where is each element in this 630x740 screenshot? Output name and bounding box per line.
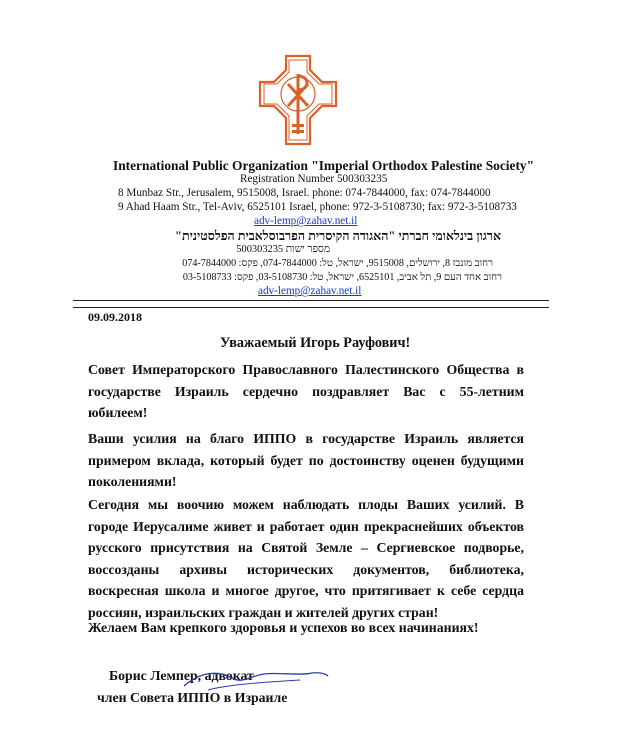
paragraph-line: воскресная школа и многое другое, что притягивает к себе сердца (88, 583, 524, 598)
hebrew-email-link[interactable]: adv-lemp@zahav.net.il (258, 285, 362, 297)
paragraph-line: Ваши усилия на благо ИППО в государстве Израиль является (88, 431, 524, 446)
paragraph-line: государстве Израиль сердечно поздравляет Вас с 55-летним (88, 383, 524, 399)
society-emblem-logo (256, 50, 340, 150)
paragraph-line: примером вклада, который будет по достоинству оценен будущими (88, 452, 524, 468)
hebrew-address-tel-aviv: רחוב אחד העם 9, תל אביב, 6525101, ישראל, טל: 03-5108730, פקס: 03-5108733 (182, 272, 502, 283)
organization-title: International Public Organization "Imperial Orthodox Palestine Society" (113, 158, 535, 173)
paragraph-line: юбилеем! (88, 405, 148, 420)
paragraph-line: городе Иерусалиме живет и работает один прекраснейших объектов (88, 518, 524, 534)
hebrew-registration-number: מספר ישות 500303235 (236, 244, 330, 255)
address-jerusalem: 8 Munbaz Str., Jerusalem, 9515008, Israel. phone: 074-7844000, fax: 074-7844000 (118, 187, 491, 199)
paragraph-efforts (88, 428, 524, 493)
paragraph-line: россиян, израильских граждан и жителей других стран! (88, 604, 439, 620)
paragraph-congratulation (88, 359, 524, 424)
paragraph-line: поколениями! (88, 474, 177, 489)
registration-number: Registration Number 500303235 (240, 173, 388, 185)
hebrew-address-jerusalem: רחוב מונבז 8, ירושלים, 9515008, ישראל, טל: 074-7844000, פקס: 074-7844000 (182, 258, 493, 269)
signatory-role: член Совета ИППО в Израиле (97, 690, 288, 705)
paragraph-line: Сегодня мы воочию можем наблюдать плоды Ваших усилий. В (88, 497, 524, 512)
paragraph-results (88, 494, 524, 623)
signatory-name: Борис Лемпер, адвокат (109, 668, 254, 683)
letter-date: 09.09.2018 (88, 310, 142, 324)
closing-wish: Желаем Вам крепкого здоровья и успехов во всех начинаниях! (88, 620, 479, 635)
header-separator (73, 300, 549, 308)
greeting: Уважаемый Игорь Рауфович! (220, 335, 411, 351)
handwritten-signature (180, 664, 330, 698)
paragraph-line: воссозданы архивы исторических документов, библиотека, (88, 561, 524, 577)
hebrew-organization-title: ארגון בינלאומי חברתי "האגודה הקיסרית הפרבוסלאבית הפלסטינית" (175, 229, 501, 243)
email-link[interactable]: adv-lemp@zahav.net.il (254, 215, 358, 227)
paragraph-line: Совет Императорского Православного Палестинского Общества в (88, 362, 524, 377)
address-tel-aviv: 9 Ahad Haam Str., Tel-Aviv, 6525101 Israel, phone: 972-3-5108730; fax: 972-3-5108733 (118, 201, 517, 213)
paragraph-line: русского присутствия на Святой Земле – Сергиевское подворье, (88, 540, 524, 555)
